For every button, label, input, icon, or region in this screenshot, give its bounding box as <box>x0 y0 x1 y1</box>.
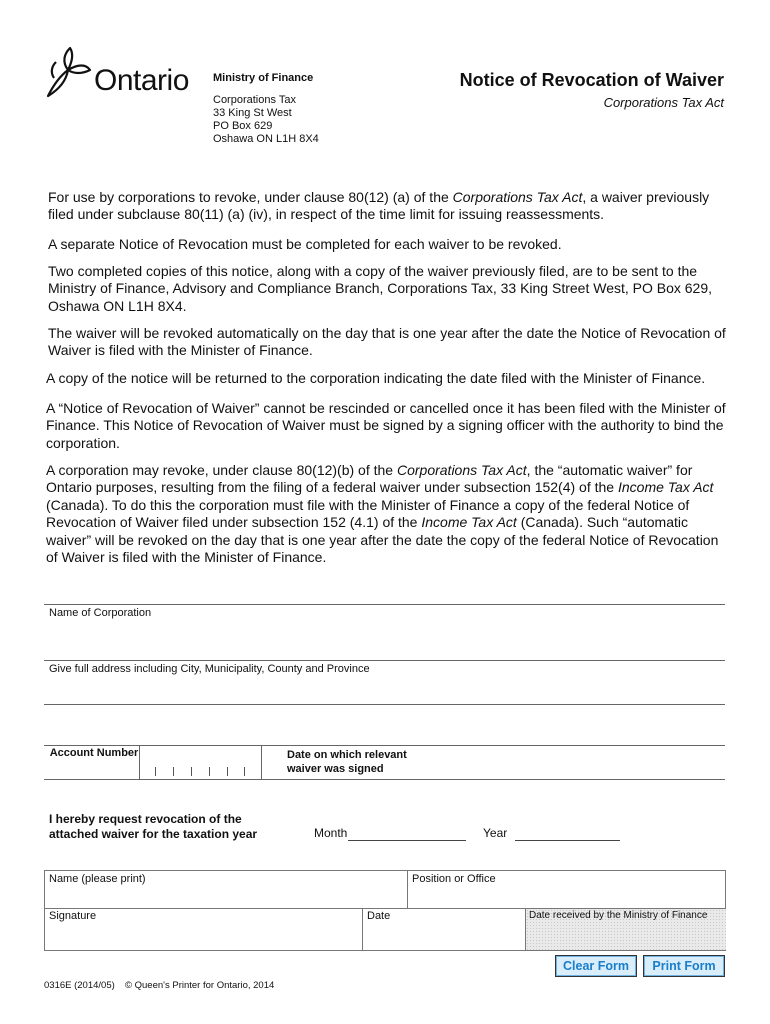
date-field[interactable] <box>365 923 522 947</box>
ministry-name: Ministry of Finance <box>213 72 314 84</box>
form-code: 0316E (2014/05) <box>44 980 115 991</box>
digit-tick <box>155 767 156 776</box>
digit-tick <box>209 767 210 776</box>
separate-notice-paragraph: A separate Notice of Revocation must be completed for each waiver to be revoked. <box>48 236 562 252</box>
copies-paragraph: Two completed copies of this notice, along with a copy of the waiver previously filed, are to be sent to the Ministry of Finance, Advisory and Compliance Branch, Corporations Tax, 33 King Street West, PO Box 629, Oshawa ON L1H 8X4. <box>48 263 713 314</box>
position-label: Position or Office <box>412 873 496 885</box>
digit-tick <box>173 767 174 776</box>
copy-returned-paragraph: A copy of the notice will be returned to the corporation indicating the date filed with the Minister of Finance. <box>46 370 706 386</box>
cannot-rescind-paragraph: A “Notice of Revocation of Waiver” cannot be rescinded or cancelled once it has been filed with the Minister of Finance. This Notice of Revocation of Waiver must be signed by a signing officer with the authority to bind the corporation. <box>46 400 726 451</box>
name-print-field[interactable] <box>46 886 404 906</box>
date-divider <box>261 745 262 779</box>
signature-label: Signature <box>49 910 97 922</box>
month-field[interactable] <box>348 824 466 840</box>
position-divider <box>407 870 408 908</box>
address-second-rule <box>44 704 725 705</box>
digit-tick <box>227 767 228 776</box>
date-label: Date <box>367 910 391 922</box>
address-label: Give full address including City, Municipality, County and Province <box>49 663 370 675</box>
corporation-name-field[interactable] <box>44 620 725 658</box>
name-print-label: Name (please print) <box>49 873 146 885</box>
address-line: Oshawa ON L1H 8X4 <box>213 133 319 145</box>
year-label: Year <box>483 826 508 840</box>
digit-tick <box>191 767 192 776</box>
position-field[interactable] <box>410 886 722 906</box>
month-underline <box>348 840 466 841</box>
signature-field[interactable] <box>46 923 359 947</box>
automatic-revocation-paragraph: The waiver will be revoked automatically on the day that is one year after the date the Notice of Revocation of Waiver is filed with the Minister of Finance. <box>48 325 726 359</box>
form-title: Notice of Revocation of Waiver <box>459 70 724 90</box>
copyright: © Queen's Printer for Ontario, 2014 <box>125 980 275 991</box>
month-label: Month <box>314 826 348 840</box>
account-number-field[interactable] <box>142 750 258 778</box>
date-waiver-signed-field[interactable] <box>420 748 720 776</box>
digit-tick <box>244 767 245 776</box>
account-row-bottom-rule <box>44 779 725 780</box>
automatic-waiver-paragraph: A corporation may revoke, under clause 80(12)(b) of the Corporations Tax Act, the “automatic waiver” for Ontario purposes, resulting from the filing of a federal waiver under subsection 152(4) of the Income Tax Act (Canada). To do this the corporation must file with the Minister of Finance a copy of the federal Notice of Revocation of Waiver filed under subsection 152 (4.1) of the Income Tax Act (Canada). Such “automatic waiver” will be revoked on the day that is one year after the date the copy of the federal Notice of Revocation of Waiver is filed with the Minister of Finance. <box>46 462 719 566</box>
date-waiver-signed-label: Date on which relevant waiver was signed <box>287 749 407 775</box>
ontario-wordmark: Ontario <box>94 64 189 97</box>
account-number-label: Account Number <box>49 747 139 759</box>
print-form-button[interactable]: Print Form <box>643 955 725 977</box>
date-received-label: Date received by the Ministry of Finance <box>529 910 708 921</box>
form-subtitle: Corporations Tax Act <box>603 95 724 110</box>
corporation-name-label: Name of Corporation <box>49 607 152 619</box>
clear-form-button[interactable]: Clear Form <box>555 955 637 977</box>
account-row-top-rule <box>44 745 725 746</box>
year-underline <box>515 840 620 841</box>
intro-paragraph: For use by corporations to revoke, under clause 80(12) (a) of the Corporations Tax Act, a waiver previously filed under subclause 80(11) (a) (iv), in respect of the time limit for issuing reassessments. <box>48 189 710 223</box>
request-revocation-text: I hereby request revocation of the attached waiver for the taxation year <box>49 812 258 841</box>
address-field-line-2[interactable] <box>44 706 725 742</box>
address-line: Corporations Tax <box>213 94 296 106</box>
address-field[interactable] <box>44 676 725 702</box>
date-col-divider <box>362 908 363 950</box>
corporation-name-rule <box>44 604 725 605</box>
address-line: 33 King St West <box>213 107 292 119</box>
year-field[interactable] <box>515 824 620 840</box>
address-rule <box>44 660 725 661</box>
address-line: PO Box 629 <box>213 120 273 132</box>
